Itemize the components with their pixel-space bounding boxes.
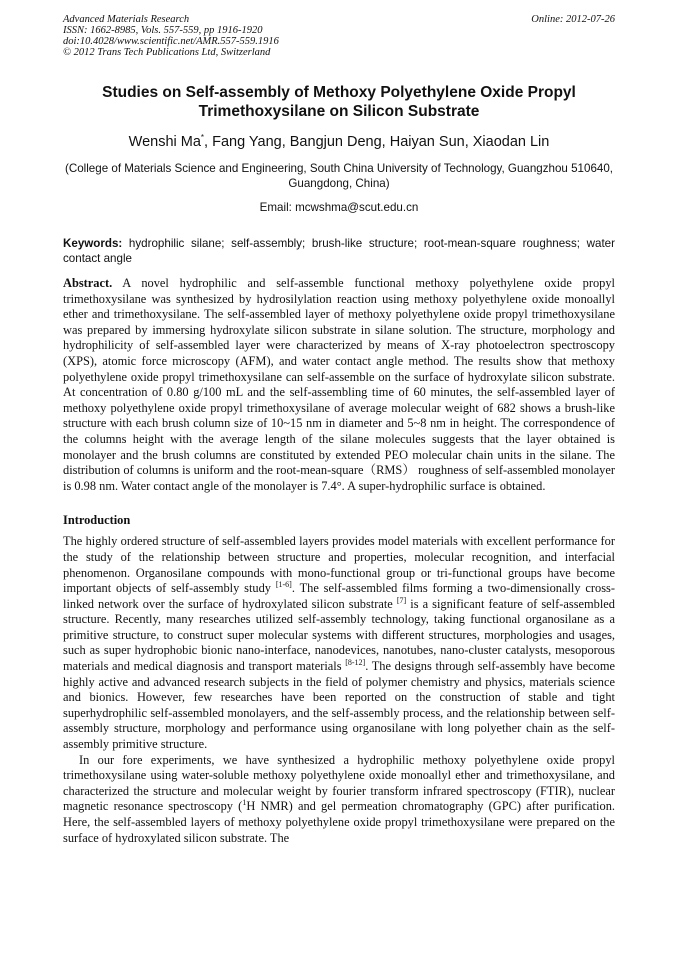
online-date: Online: 2012-07-26 [531, 14, 615, 25]
intro-p1-text-b: . The self-assembled films forming a two-dimensionally cross-linked network over the surface of hydroxylated silicon substrate [63, 581, 615, 611]
citation-8-12[interactable]: [8-12] [345, 657, 366, 667]
citation-7[interactable]: [7] [396, 595, 407, 605]
journal-info [63, 14, 279, 58]
intro-p1-text-a: The highly ordered structure of self-assembled layers provides model materials with excellent performance for the study of the relationship between structure and properties, molecular recognition, and interfacial phenomenon. Organosilane compounds with mono-functional group or tri-functional groups have become important objects of self-assembly study [63, 534, 615, 596]
intro-p1-text-c: is a significant feature of self-assembled structure. Recently, many researches utilized self-assembly technology, taking functional organosilane as a primitive structure, to construct super molecular systems with different structures, morphologies and usages, such as super hydrophobic bionic nano-interface, nanodevices, nanotubes, nano-cluster catalysts, mesoporous materials and medical diagnosis and transport materials [63, 596, 615, 674]
paper-title: Studies on Self-assembly of Methoxy Polyethylene Oxide Propyl Trimethoxysilane on Silicon Substrate [102, 84, 576, 120]
keywords [63, 237, 615, 266]
copyright-line: © 2012 Trans Tech Publications Ltd, Switzerland [63, 47, 271, 58]
author-rest: , Fang Yang, Bangjun Deng, Haiyan Sun, Xiaodan Lin [204, 134, 550, 150]
citation-1-6[interactable]: [1-6] [275, 579, 292, 589]
keywords-label: Keywords: [63, 237, 123, 250]
author-first: Wenshi Ma [128, 134, 201, 150]
corresponding-mark: * [200, 133, 205, 143]
author-list [63, 133, 615, 151]
superscript-1: 1 [242, 798, 247, 808]
journal-name: Advanced Materials Research [63, 14, 190, 25]
abstract [63, 276, 615, 494]
issn-line: ISSN: 1662-8985, Vols. 557-559, pp 1916-1920 [63, 25, 263, 36]
paper-page [63, 14, 615, 846]
intro-p1-text-d: . The designs through self-assembly have become highly active and advanced research subjects in the field of polymer chemistry and physics, materials science and bionics. However, few researches have been reported on the construction of stable and tight superhydrophilic self-assembled monolayers, and the self-assembly process, and the relationship between self-assembly structure, morphology and performance using organosilane with long polyether chain as the self-assembly primitive structure. [63, 659, 615, 752]
email-line[interactable]: Email: mcwshma@scut.edu.cn [259, 201, 419, 214]
intro-p2-text-b: H NMR) and gel permeation chromatography (GPC) after purification. Here, the self-assembled layers of methoxy polyethylene oxide propyl trimethoxysilane were prepared on the surface of hydroxylated silicon substrate. The [63, 799, 615, 845]
intro-paragraph-2 [63, 753, 615, 847]
doi-line[interactable]: doi:10.4028/www.scientific.net/AMR.557-559.1916 [63, 36, 279, 47]
journal-header [63, 14, 615, 58]
affiliation: (College of Materials Science and Engineering, South China University of Technology, Guangzhou 510640, Guangdong, China) [64, 162, 614, 190]
intro-paragraph-1 [63, 534, 615, 752]
intro-p2-text-a: In our fore experiments, we have synthesized a hydrophilic methoxy polyethylene oxide propyl trimethoxysilane using water-soluble methoxy polyethylene oxide monoallyl ether and trimethoxysilane, and characterized the structure and molecular weight by fourier transform infrared spectroscopy (FTIR), nuclear magnetic resonance spectroscopy ( [63, 752, 615, 814]
abstract-text: A novel hydrophilic and self-assemble functional methoxy polyethylene oxide propyl trimethoxysilane was synthesized by hydrosilylation reaction using methoxy polyethylene oxide monoallyl ether and trimethoxysilane. The self-assembled layer of methoxy polyethylene oxide propyl trimethoxysilane was prepared by immersing hydroxylate silicon substrate in silane solution. The structure, morphology and hydrophilicity of self-assembled layer were characterized by means of X-ray photoelectron spectroscopy (XPS), atomic force microscopy (AFM), and water contact angle method. The results show that methoxy polyethylene oxide propyl trimethoxysilane can self-assemble on the surface of hydroxylate silicon substrate. At concentration of 0.80 g/100 mL and the self-assembling time of 60 minutes, the self-assembled layer of methoxy polyethylene oxide propyl trimethoxysilane of average molecular weight of 682 shows a brush-like structure with each brush column size of 10~15 nm in diameter and 5~8 nm in height. The correspondence of the columns height with the average length of the silane molecules suggests that the layer obtained is monolayer and the brush columns are constituted by extended PEO molecular chain units in the silane. The distribution of columns is uniform and the root-mean-square（RMS） roughness of self-assembled monolayer is 0.98 nm. Water contact angle of the monolayer is 7.4°. A super-hydrophilic surface is obtained. [63, 276, 615, 493]
abstract-label: Abstract. [63, 276, 113, 290]
introduction-heading: Introduction [63, 513, 131, 528]
keywords-text: hydrophilic silane; self-assembly; brush-like structure; root-mean-square roughness; water contact angle [63, 237, 615, 265]
